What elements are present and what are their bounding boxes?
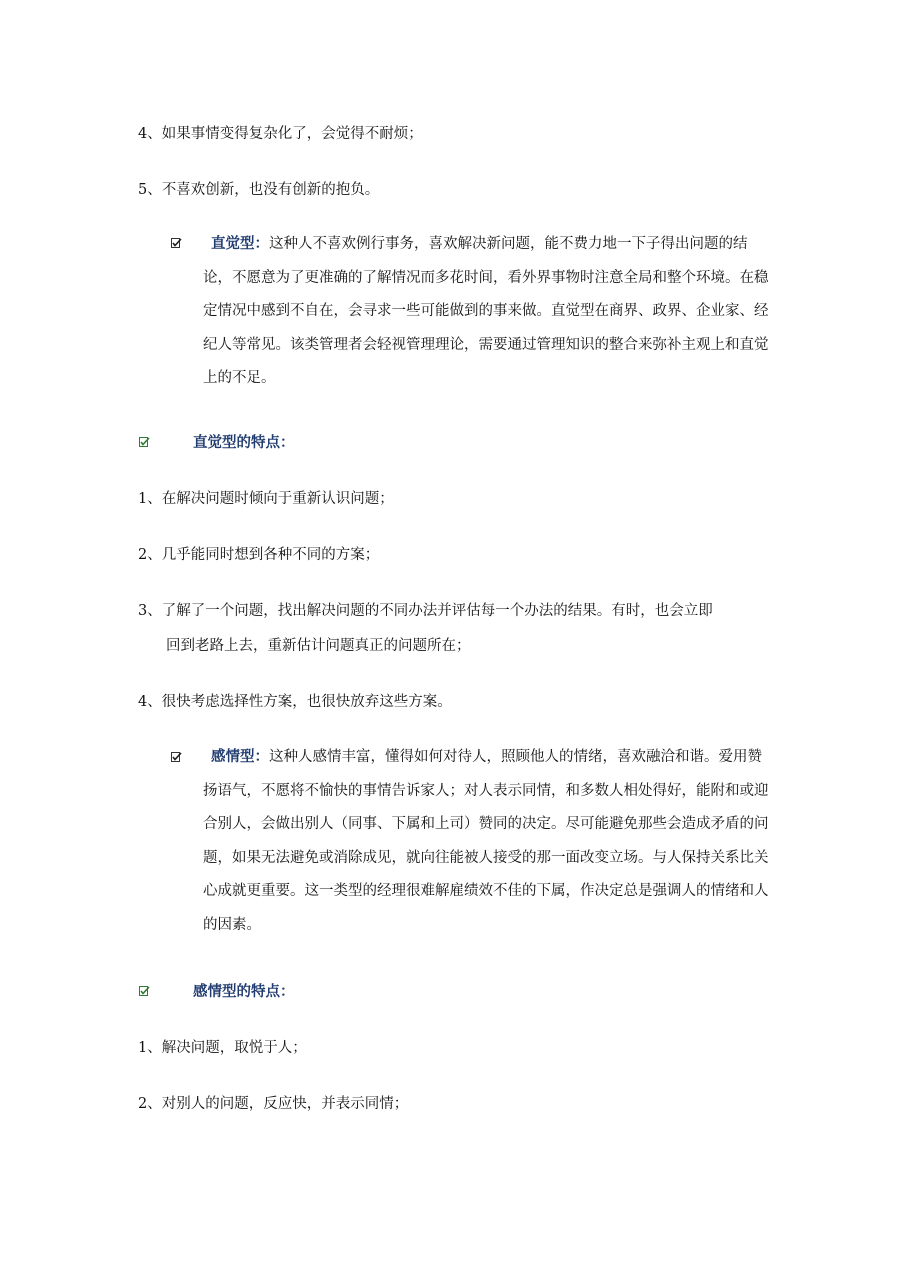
list-item: 5、不喜欢创新，也没有创新的抱负。 — [138, 182, 380, 198]
intuitive-type-term: 直觉型： — [211, 235, 269, 252]
green-checkbox-bullet-icon — [139, 986, 150, 997]
intuitive-traits-heading: 直觉型的特点： — [193, 434, 295, 451]
intuitive-type-description: 这种人不喜欢例行事务，喜欢解决新问题，能不费力地一下子得出问题的结论，不愿意为了更准确的了解情况而多花时间，看外界事物时注意全局和整个环境。在稳定情况中感到不自在，会寻求一些可能做到的事来做。直觉型在商界、政界、企业家、经纪人等常见。该类管理者会轻视管理理论，需要通过管理知识的整合来弥补主观上和直觉上的不足。 — [203, 236, 769, 386]
list-item: 1、解决问题，取悦于人； — [138, 1040, 307, 1056]
green-checkbox-bullet-icon — [139, 437, 150, 448]
list-item-continuation: 回到老路上去，重新估计问题真正的问题所在； — [166, 638, 471, 654]
list-item: 2、对别人的问题，反应快，并表示同情； — [138, 1096, 409, 1112]
list-item: 4、如果事情变得复杂化了，会觉得不耐烦； — [138, 126, 423, 142]
list-item: 4、很快考虑选择性方案，也很快放弃这些方案。 — [138, 694, 452, 710]
emotional-type-description: 这种人感情丰富，懂得如何对待人，照顾他人的情绪，喜欢融洽和谐。爱用赞扬语气，不愿将不愉快的事情告诉家人；对人表示同情，和多数人相处得好，能附和或迎合别人，会做出别人（同事、下属和上司）赞同的决定。尽可能避免那些会造成矛盾的问题，如果无法避免或消除成见，就向往能被人接受的那一面改变立场。与人保持关系比关心成就更重要。这一类型的经理很难解雇绩效不佳的下属，作决定总是强调人的情绪和人的因素。 — [203, 749, 769, 933]
checkbox-bullet-icon — [171, 752, 182, 763]
list-item: 1、在解决问题时倾向于重新认识问题； — [138, 491, 394, 507]
emotional-type-paragraph — [203, 740, 775, 942]
emotional-type-term: 感情型： — [211, 748, 269, 765]
checkbox-bullet-icon — [171, 238, 182, 249]
emotional-traits-heading: 感情型的特点： — [193, 983, 295, 1000]
list-item: 3、了解了一个问题，找出解决问题的不同办法并评估每一个办法的结果。有时，也会立即 — [138, 603, 713, 619]
list-item: 2、几乎能同时想到各种不同的方案； — [138, 547, 380, 563]
intuitive-type-paragraph — [203, 227, 775, 396]
